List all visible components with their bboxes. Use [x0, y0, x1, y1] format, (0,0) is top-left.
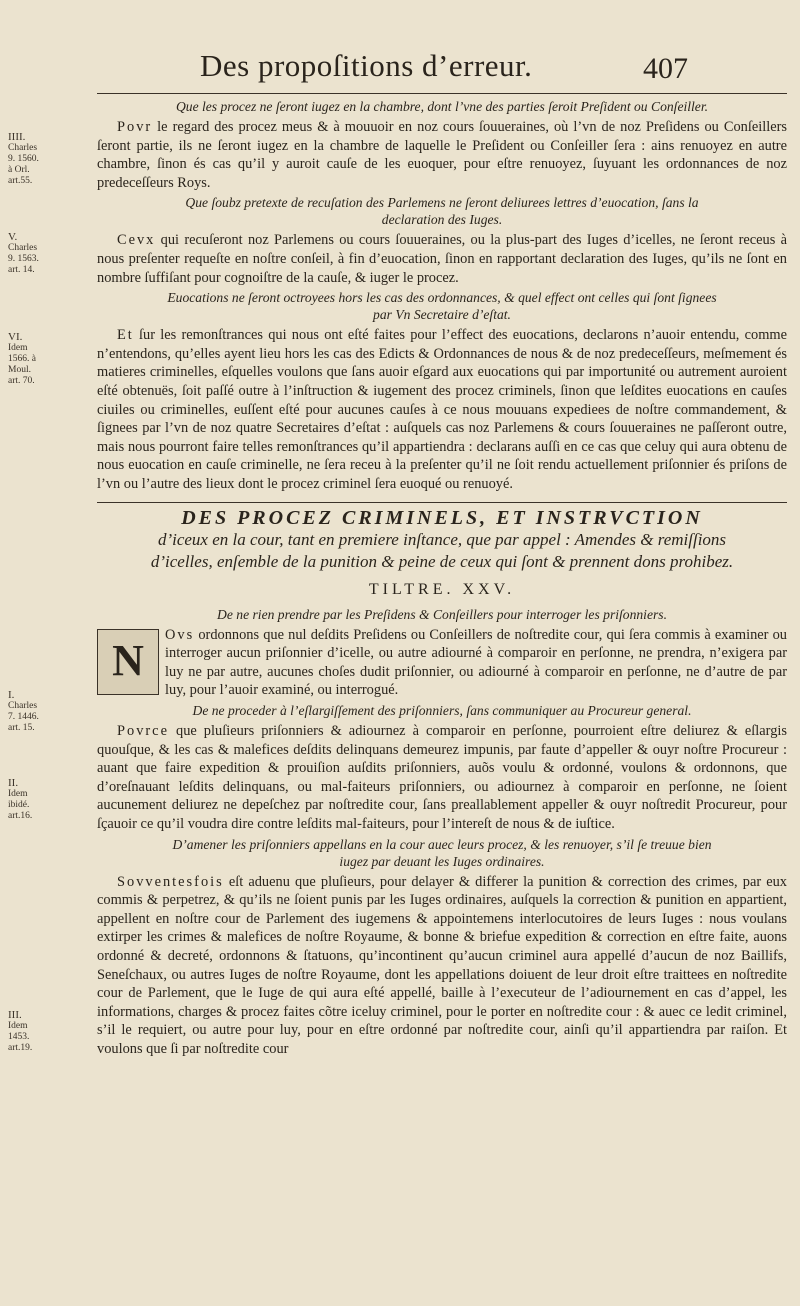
- running-head: [0, 48, 800, 92]
- article-heading: De ne rien prendre par les Preſidens & Conſeillers pour interroger les priſonniers.: [217, 606, 667, 622]
- margin-note: III. Idem 1453. art.19.: [8, 1009, 33, 1053]
- body-column: [97, 96, 787, 1061]
- margin-note: IIII. Charles 9. 1560. à Orl. art.55.: [8, 131, 39, 186]
- article-paragraph: Cevx qui recuſeront noz Parlemens ou cours ſouueraines, ou la plus-part des Iuges d’icelles, ne ſeront receus à nous preſenter requeſte en noſtre conſeil, à fin d’euocation, ſinon en rapportant declaration des Iuges, qu’ils ne ſont en nombre ſuffiſant pour cognoiſtre de la cauſe, & iuger le procez.: [97, 232, 787, 286]
- article-paragraph: N Ovs ordonnons que nul deſdits Preſidens ou Conſeillers de noſtredite cour, qui ſera commis à examiner ou interroger aucun priſonnier d’icelle, ou autre adiourné à comparoir en perſonne, ne prendra, n’exigera par luy ne par autre, aucunes choſes dudit priſonnier, ou adiourné à comparoir en perſonne, ne d’autre de par luy, pour l’auoir examiné, ou interrogué.: [97, 626, 787, 700]
- margin-note: V. Charles 9. 1563. art. 14.: [8, 231, 39, 275]
- article-paragraph: Povrce que pluſieurs priſonniers & adiournez à comparoir en perſonne, pourroient eſtre deliurez & eſlargis quouſque, & les cas & malefices deſdits delinquans demeurez impunis, par faute d’appeller & ouyr noſtre Procureur : auant que faire expedition & prouiſion auſdits priſonniers, auõs voulu & ordonné, voulons & ordonnons, que d’oreſnauant leſdits delinquans, ou mal-faiteurs priſonniers, ou adiournez à comparoir en perſonne, ne ſoient aucunement deliurez ne depeſchez par noſtredite cour, ſans preallablement appeller & ouyr noſtredit Procureur, pour ſçauoir ce qu’il voudra dire contre leſdits mal-faiteurs, pour l’intereſt de nous & de iuſtice.: [97, 723, 787, 833]
- article-paragraph: Et ſur les remonſtrances qui nous ont eſté faites pour l’effect des euocations, declarons n’auoir entendu, comme n’entendons, qu’elles ayent lieu hors les cas des Edicts & Ordonnances de nous & de noz predeceſſeurs, meſmement és matieres criminelles, eſquelles voulons que ſans auoir eſgard aux euocations qui par importunité ou autrement auroient eſté obtenuës, ſoit paſſé outre à l’inſtruction & iugement des procez criminels, ſinon que leſdites euocations en cauſes ciuiles ou criminelles, euſſent eſté pour aucunes cauſes à ce nous mouuans expediees de noſtre commandement, & ſignees par l’vn de noz quatre Secretaires d’eſtat : auſquels cas noz Parlemens & cours ſouueraines ne paſſeront outre, mais nous pourront faire telles remonſtrances qu’il appartiendra : declarans auſſi en ce cas que celuy qui aura obtenu de nous euocation en cauſe criminelle, ne ſera receu à la preſenter qu’il ne ſoit rendu actuellement priſonnier és priſons de l’vn ou l’autre des lieux dont le procez criminel ſera euoqué ou renuoyé.: [97, 327, 787, 492]
- article-heading: Que ſoubz pretexte de recuſation des Parlemens ne ſeront deliurees lettres d’euocation, ſans la declaration des Iuges.: [185, 195, 699, 228]
- header-rule: [97, 93, 787, 94]
- page-number: 407: [643, 52, 688, 85]
- article-heading: Que les procez ne ſeront iugez en la chambre, dont l’vne des parties ſeroit Preſident ou Conſeiller.: [175, 99, 709, 114]
- article-paragraph: Povr le regard des procez meus & à mouuoir en noz cours ſouueraines, où l’vn de noz Preſidens ou Conſeillers ſeront partie, ils ne ſeront iugez en la chambre de laquelle le Preſident ou Conſeiller ſera : ains renuoyez en autre chambre, ſinon és cas qu’il y auroit cauſe de les euoquer, pour eſtre renuoyez, ſuyuant les ordonnances de noz predeceſſeurs Roys.: [97, 119, 787, 191]
- margin-note: VI. Idem 1566. à Moul. art. 70.: [8, 331, 36, 386]
- article-heading: D’amener les priſonniers appellans en la cour auec leurs procez, & les renuoyer, s’il ſe treuue bien iugez par deuant les Iuges ordinaires.: [172, 836, 712, 869]
- section-title: DES PROCEZ CRIMINELS, ET INSTRVCTION: [181, 506, 703, 529]
- article-heading: Euocations ne ſeront octroyees hors les cas des ordonnances, & quel effect ont celles qui ſont ſignees par Vn Secretaire d’eſtat.: [167, 290, 717, 323]
- drop-cap-icon: N: [97, 629, 159, 695]
- article-heading: De ne proceder à l’eſlargiſſement des priſonniers, ſans communiquer au Procureur general.: [192, 703, 692, 719]
- title-number: TILTRE. XXV.: [368, 581, 516, 599]
- margin-note: I. Charles 7. 1446. art. 15.: [8, 689, 39, 733]
- section-rule: [97, 502, 787, 503]
- article-paragraph: Sovventesfois eſt aduenu que pluſieurs, pour delayer & differer la punition & correction des crimes, par eux commis & perpetrez, & qu’ils ne ſoient punis par les Iuges ordinaires, auſquels la correction & punition en appartient, appellent en noſtre cour de Parlement des iugemens & appointemens interlocutoires de leurs Iuges : nous voulans extirper les crimes & malefices de noſtre Royaume, & bonne & briefue expedition & correction en eſtre faite, auons ordonné & decreté, ordonnons & ſtatuons, qu’incontinent qu’aucun criminel aura appellé d’aucun de noz Baillifs, Seneſchaux, ou autres Iuges de noſtre Royaume, dont les appellations doiuent de leur droit eſtre traittees en noſtredite cour de Parlement, que le Iuge de qui aura eſté appellé, baille à l’executeur de l’adiournement en cas d’appel, les informations, charges & procez faites cõtre iceluy criminel, pour le porter en noſtredite cour : & auec ce ledit criminel, s’il le requiert, ou autre pour luy, pour en eſtre ordonné par noſtredite cour, ainſi qu’il appartiendra par raiſon. Et voulons que ſi par noſtredite cour: [97, 873, 787, 1057]
- section-subtitle: d’iceux en la cour, tant en premiere inſtance, que par appel : Amendes & remiſſions d’icelles, enſemble de la punition & peine de ceux qui ſont & prennent dons prohibez.: [150, 530, 734, 572]
- running-title: Des propoſitions d’erreur.: [200, 48, 533, 83]
- margin-note: II. Idem ibidé. art.16.: [8, 777, 33, 821]
